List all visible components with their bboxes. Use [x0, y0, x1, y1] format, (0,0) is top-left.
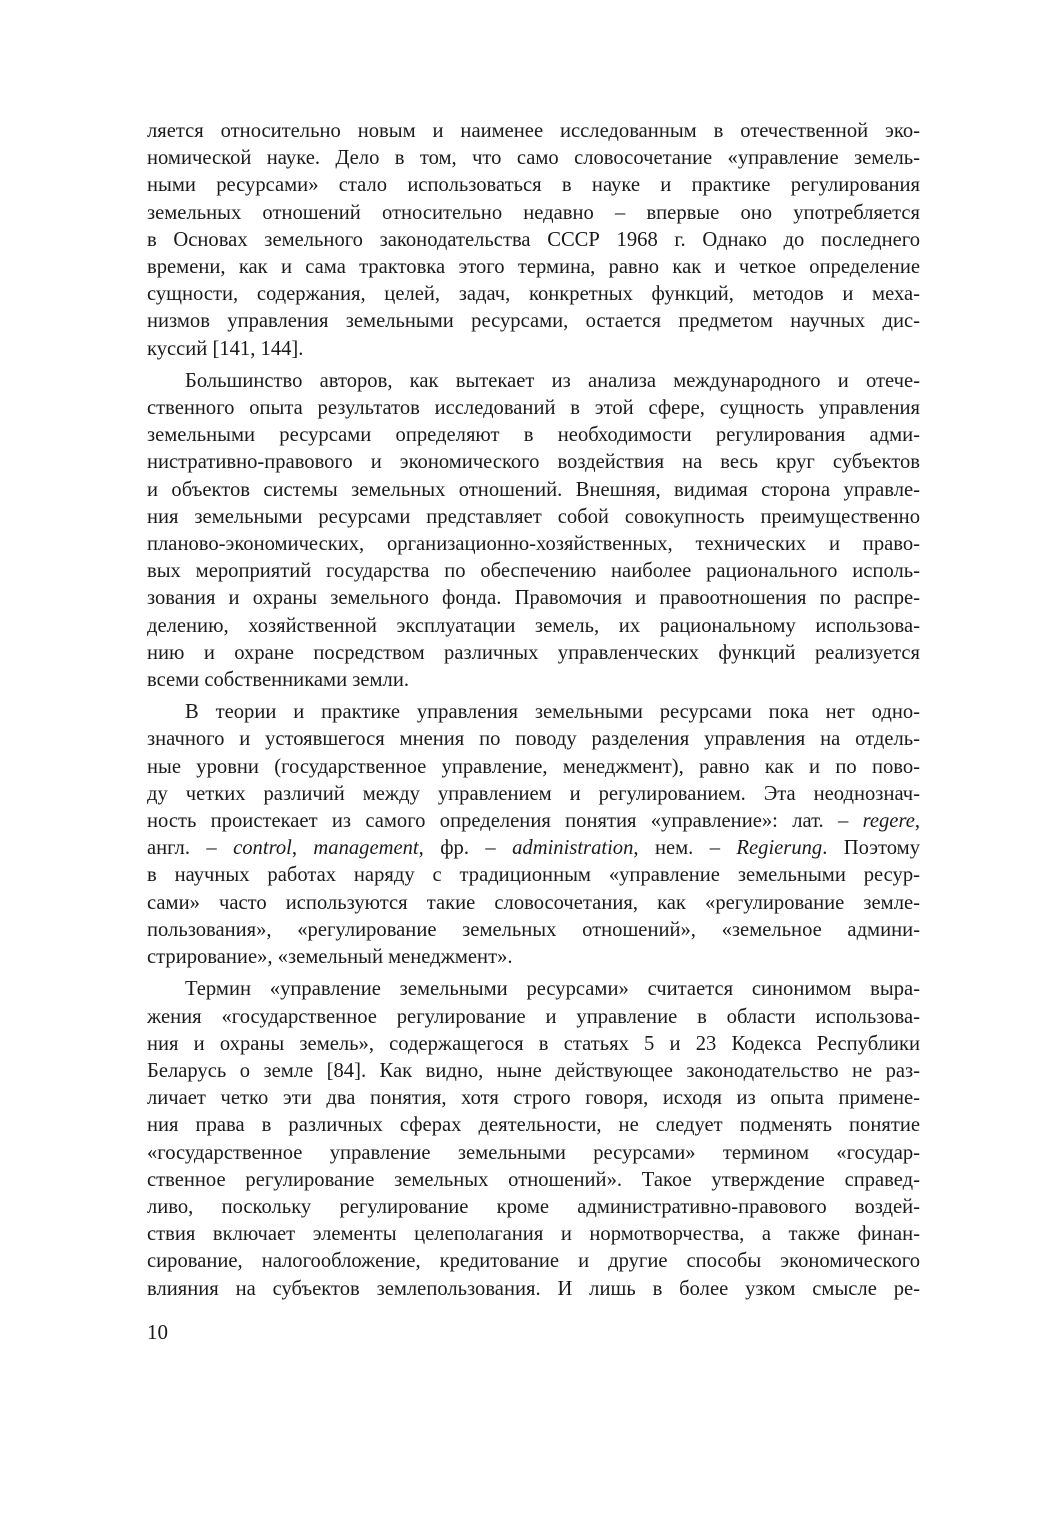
text-line [147, 1085, 920, 1112]
text-segment: ду четких различий между управлением и регулированием. Эта неоднознач- [147, 782, 920, 805]
text-segment: Беларусь о земле [84]. Как видно, ныне действующее законодательство не раз- [147, 1059, 920, 1082]
text-segment: ные уровни (государственное управление, менеджмент), равно как и по пово- [147, 755, 920, 778]
text-segment: стрирование», «земельный менеджмент». [147, 946, 513, 969]
text-segment: сущности, содержания, целей, задач, конкретных функций, методов и меха- [147, 283, 920, 306]
text-segment: Большинство авторов, как вытекает из анализа международного и отече- [185, 369, 920, 392]
text-line [147, 281, 920, 308]
text-line [147, 254, 920, 281]
text-segment: пользования», «регулирование земельных отношений», «земельное админи- [147, 918, 920, 941]
text-segment: ными ресурсами» стало использоваться в науке и практике регулирования [147, 174, 920, 197]
text-segment: нистративно-правового и экономического воздействия на весь круг субъектов [147, 451, 920, 474]
text-segment: вых мероприятий государства по обеспечению наиболее рационального исполь- [147, 560, 920, 583]
text-segment: жения «государственное регулирование и управление в области использова- [147, 1005, 920, 1028]
text-line [147, 585, 920, 612]
text-line [147, 1112, 920, 1139]
text-segment: Термин «управление земельными ресурсами» считается синонимом выра- [185, 978, 920, 1001]
text-line [147, 890, 920, 917]
text-segment: в научных работах наряду с традиционным «управление земельными ресур- [147, 864, 920, 887]
text-line [147, 531, 920, 558]
text-segment: . Поэтому [822, 837, 920, 860]
text-line [147, 862, 920, 889]
text-segment: всеми собственниками земли. [147, 669, 409, 692]
text-segment: в Основах земельного законодательства СССР 1968 г. Однако до последнего [147, 228, 920, 251]
text-segment: «государственное управление земельными ресурсами» термином «государ- [147, 1141, 920, 1164]
text-line [147, 1058, 920, 1085]
text-line [147, 1248, 920, 1275]
text-line [147, 172, 920, 199]
text-segment: зования и охраны земельного фонда. Правомочия и правоотношения по распре- [147, 587, 920, 610]
text-line [147, 1276, 920, 1303]
text-line [147, 1221, 920, 1248]
text-line [147, 336, 920, 363]
text-line [147, 1004, 920, 1031]
text-line [147, 835, 920, 862]
text-line [147, 613, 920, 640]
text-segment: влияния на субъектов землепользования. И лишь в более узком смысле ре- [147, 1277, 920, 1300]
text-segment: сирование, налогообложение, кредитование и другие способы экономического [147, 1250, 920, 1273]
text-segment: , [291, 837, 314, 860]
text-segment: куссий [141, 144]. [147, 337, 304, 360]
text-line [147, 781, 920, 808]
text-line [147, 808, 920, 835]
text-segment: ливо, поскольку регулирование кроме административно-правового воздей- [147, 1195, 920, 1218]
text-segment: ляется относительно новым и наименее исследованным в отечественной эко- [147, 120, 920, 142]
text-segment: ственное регулирование земельных отношений». Такое утверждение справед- [147, 1168, 920, 1191]
text-segment: земельными ресурсами определяют в необходимости регулирования адми- [147, 424, 920, 447]
text-line [147, 558, 920, 585]
text-segment: планово-экономических, организационно-хозяйственных, технических и право- [147, 533, 920, 556]
text-line [147, 395, 920, 422]
text-segment: ственного опыта результатов исследований в этой сфере, сущность управления [147, 397, 920, 420]
text-segment: ния и охраны земель», содержащегося в статьях 5 и 23 Кодекса Республики [147, 1032, 920, 1055]
text-segment: номической науке. Дело в том, что само словосочетание «управление земель- [147, 147, 920, 170]
text-segment: ния права в различных сферах деятельности, не следует подменять понятие [147, 1114, 920, 1137]
text-segment: личает четко эти два понятия, хотя строго говоря, исходя из опыта примене- [147, 1087, 920, 1110]
text-segment: ния земельными ресурсами представляет собой совокупность преимущественно [147, 505, 920, 528]
text-line [147, 449, 920, 476]
text-segment: , фр. – [418, 837, 513, 860]
text-line [147, 917, 920, 944]
text-line [147, 640, 920, 667]
text-segment: и объектов системы земельных отношений. Внешняя, видимая сторона управле- [147, 478, 920, 501]
italic-term: Regierung [736, 837, 823, 860]
text-line [147, 118, 920, 145]
paragraph [147, 976, 920, 1302]
page-number: 10 [147, 1320, 168, 1344]
text-line [147, 1167, 920, 1194]
text-segment: ность проистекает из самого определения понятия «управление»: лат. – [147, 810, 863, 833]
text-segment: нию и охране посредством различных управленческих функций реализуется [147, 641, 920, 664]
text-segment: англ. – [147, 837, 234, 860]
text-line [147, 200, 920, 227]
text-line [147, 504, 920, 531]
text-line [147, 1140, 920, 1167]
body-text [147, 118, 920, 1303]
text-segment: , [914, 810, 920, 833]
text-segment: времени, как и сама трактовка этого термина, равно как и четкое определение [147, 256, 920, 279]
text-line [147, 477, 920, 504]
text-segment: ствия включает элементы целеполагания и нормотворчества, а также финан- [147, 1223, 920, 1246]
text-line [147, 699, 920, 726]
text-line [147, 667, 920, 694]
text-line [147, 1031, 920, 1058]
italic-term: management [313, 837, 419, 860]
paragraph [147, 699, 920, 971]
text-segment: В теории и практике управления земельными ресурсами пока нет одно- [185, 701, 920, 724]
text-segment: делению, хозяйственной эксплуатации земель, их рациональному использова- [147, 614, 920, 637]
italic-term: regere [862, 810, 915, 833]
text-line [147, 308, 920, 335]
text-segment: значного и устоявшегося мнения по поводу разделения управления на отдель- [147, 728, 920, 751]
text-line [147, 1194, 920, 1221]
text-line [147, 976, 920, 1003]
paragraph [147, 118, 920, 363]
text-line [147, 422, 920, 449]
text-line [147, 368, 920, 395]
text-line [147, 227, 920, 254]
text-line [147, 145, 920, 172]
text-segment: земельных отношений относительно недавно – впервые оно употребляется [147, 201, 920, 224]
italic-term: control [233, 837, 292, 860]
text-line [147, 726, 920, 753]
paragraph [147, 368, 920, 694]
text-segment: сами» часто используются такие словосочетания, как «регулирование земле- [147, 891, 920, 914]
text-segment: , нем. – [633, 837, 737, 860]
text-line [147, 944, 920, 971]
italic-term: administration [512, 837, 634, 860]
text-line [147, 754, 920, 781]
text-segment: низмов управления земельными ресурсами, остается предметом научных дис- [147, 310, 920, 333]
